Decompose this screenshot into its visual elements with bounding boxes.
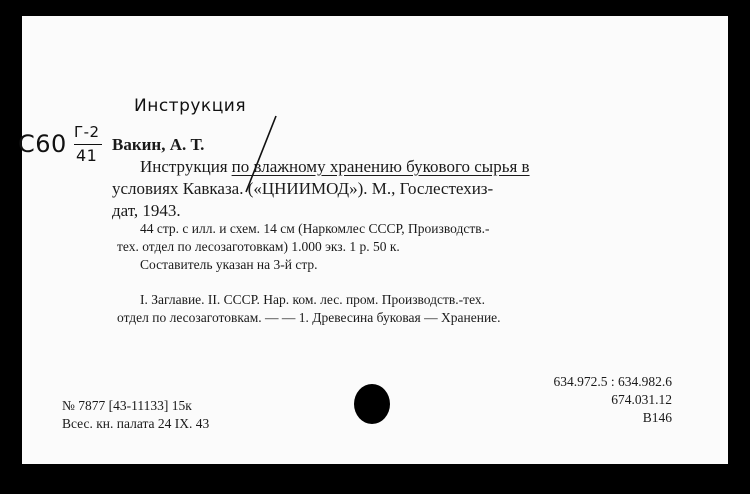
classification-3: В146 <box>642 410 672 425</box>
card-number: № 7877 [43-11133] 15к <box>62 398 192 413</box>
fraction-bar <box>74 144 102 145</box>
catalog-card <box>18 16 728 464</box>
classification-2: 674.031.12 <box>611 392 672 407</box>
tracing-line-2: отдел по лесозаготовкам. — — 1. Древесина буковая — Хранение. <box>117 310 501 325</box>
tracing-line-1: I. Заглавие. II. СССР. Нар. ком. лес. пром. Производств.-тех. <box>140 292 486 307</box>
shelf-mark: С60 <box>18 130 67 158</box>
author-heading: Вакин, А. Т. <box>112 135 205 154</box>
shelf-fraction-top: Г-2 <box>74 123 100 141</box>
title-line-2: условиях Кавказа. («ЦНИИМОД»). М., Гослестехиз- <box>112 179 494 198</box>
handwritten-note: Инструкция <box>134 96 247 116</box>
title-word: Инструкция <box>140 157 228 176</box>
book-chamber-line: Всес. кн. палата 24 IX. 43 <box>62 416 210 431</box>
collation-line-2: тех. отдел по лесозаготовкам) 1.000 экз. 1 р. 50 к. <box>117 239 400 254</box>
title-rest: по влажному хранению букового сырья в <box>231 157 530 176</box>
classification-1: 634.972.5 : 634.982.6 <box>553 374 672 389</box>
punch-hole <box>354 384 390 424</box>
collation-line-1: 44 стр. с илл. и схем. 14 см (Наркомлес СССР, Производств.- <box>140 221 490 236</box>
title-line <box>140 157 530 177</box>
note-line: Составитель указан на 3-й стр. <box>140 257 318 272</box>
shelf-fraction-bottom: 41 <box>76 146 98 165</box>
title-line-3: дат, 1943. <box>112 201 181 220</box>
